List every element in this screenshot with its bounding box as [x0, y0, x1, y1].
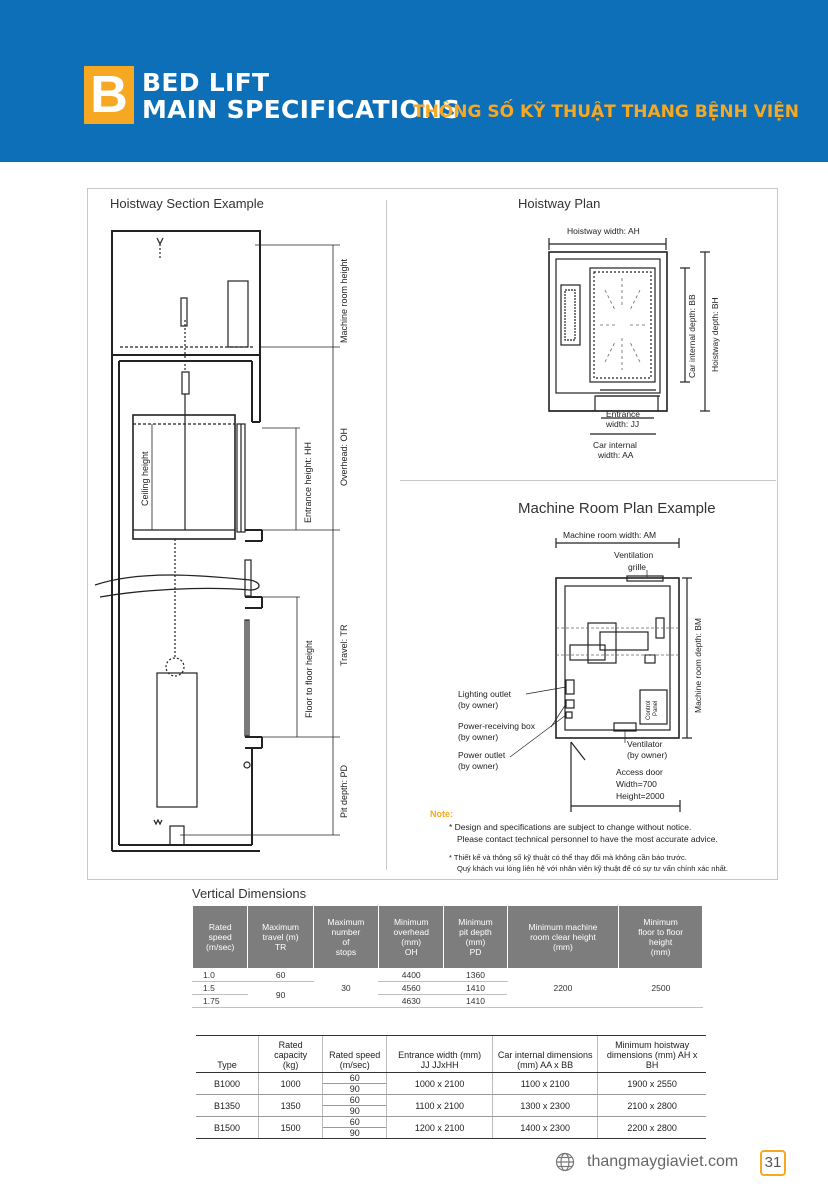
note-vn-line1: * Thiết kế và thông số kỹ thuật có thể thay đổi mà không cần báo trước.	[449, 853, 687, 862]
travel-label: Travel: TR	[339, 624, 349, 666]
table-row: 1.5 90 4560 1410	[193, 982, 703, 995]
table-row: B1350 1350 60 90 1100 x 2100 1300 x 2300 2100 x 2800	[196, 1095, 706, 1117]
title-line1: BED LIFT	[142, 68, 270, 97]
machine-room-height-label: Machine room height	[339, 258, 349, 343]
power-outlet-label-2: (by owner)	[458, 761, 499, 771]
machine-room-width-label: Machine room width: AM	[563, 530, 657, 540]
floor-to-floor-label: Floor to floor height	[304, 640, 314, 718]
table-row: B1500 1500 60 90 1200 x 2100 1400 x 2300 2200 x 2800	[196, 1117, 706, 1139]
pit-depth-label: Pit depth: PD	[339, 764, 349, 818]
header-max-travel: Maximum travel (m) TR	[248, 906, 313, 969]
header-entrance: Entrance width (mm) JJ JJxHH	[387, 1036, 493, 1073]
machine-room-title: Machine Room Plan Example	[518, 500, 716, 517]
access-door-label-3: Height=2000	[616, 791, 665, 801]
ceiling-height-label: Ceiling height	[140, 451, 150, 506]
power-box-label-1: Power-receiving box	[458, 721, 536, 731]
control-panel-label-2: Panel	[653, 700, 659, 716]
website-link[interactable]: thangmaygiaviet.com	[587, 1153, 739, 1170]
entrance-height-label: Entrance height: HH	[303, 441, 313, 523]
lighting-outlet-label-1: Lighting outlet	[458, 689, 511, 699]
hoistway-plan-title: Hoistway Plan	[518, 196, 601, 211]
table-row: B1000 1000 60 90 1000 x 2100 1100 x 2100 1900 x 2550	[196, 1073, 706, 1095]
note-heading: Note:	[430, 809, 453, 819]
title-vietnamese: THÔNG SỐ KỸ THUẬT THANG BỆNH VIỆN	[413, 102, 800, 122]
header-speed: Rated speed (m/sec)	[323, 1036, 387, 1073]
hoistway-width-label: Hoistway width: AH	[567, 226, 640, 236]
globe-icon	[555, 1152, 575, 1172]
entrance-width-label-2: width: JJ	[606, 419, 640, 429]
note-en-line1: * Design and specifications are subject to change without notice.	[449, 822, 692, 832]
header-min-pit: Minimum pit depth (mm) PD	[444, 906, 507, 969]
header-car-dimensions: Car internal dimensions (mm) AA x BB	[493, 1036, 598, 1073]
car-internal-width-label-2: width: AA	[598, 450, 634, 460]
power-box-label-2: (by owner)	[458, 732, 499, 742]
hoistway-section-title: Hoistway Section Example	[110, 196, 264, 211]
header-capacity: Rated capacity (kg)	[259, 1036, 323, 1073]
ventilator-label-1: Ventilator	[627, 739, 663, 749]
header-rated-speed: Rated speed (m/sec)	[193, 906, 248, 969]
header-max-stops: Maximum number of stops	[313, 906, 378, 969]
header-min-floor: Minimum floor to floor height (mm)	[619, 906, 703, 969]
vertical-dimensions-table	[192, 905, 703, 1008]
page-number: 31	[760, 1150, 786, 1176]
note-vn-line2: Quý khách vui lòng liên hệ với nhân viên kỹ thuật để có sự tư vấn chính xác nhất.	[457, 864, 728, 873]
machine-room-depth-label: Machine room depth: BM	[693, 618, 703, 713]
table-row: 1.0 60 30 4400 1360 2200 2500	[193, 969, 703, 982]
types-table	[196, 1035, 706, 1139]
access-door-label-1: Access door	[616, 767, 663, 777]
ventilator-label-2: (by owner)	[627, 750, 668, 760]
title-line2: MAIN SPECIFICATIONS	[142, 95, 461, 124]
hoistway-depth-label: Hoistway depth: BH	[710, 297, 720, 372]
car-internal-width-label-1: Car internal	[593, 440, 637, 450]
ventilation-label-1: Ventilation	[614, 550, 654, 560]
ventilation-label-2: grille	[628, 562, 646, 572]
control-panel-label-1: Control	[646, 700, 652, 720]
access-door-label-2: Width=700	[616, 779, 657, 789]
table-row: 1.75 4630 1410	[193, 995, 703, 1008]
overhead-label: Overhead: OH	[339, 427, 349, 486]
header-hoistway-dimensions: Minimum hoistway dimensions (mm) AH x BH	[598, 1036, 706, 1073]
vertical-dimensions-title: Vertical Dimensions	[192, 886, 307, 901]
header-type: Type	[196, 1036, 259, 1073]
note-en-line2: Please contact technical personnel to have the most accurate advice.	[457, 834, 718, 844]
car-internal-depth-label: Car internal depth: BB	[687, 294, 697, 378]
header-min-machine-room: Minimum machine room clear height (mm)	[507, 906, 619, 969]
lighting-outlet-label-2: (by owner)	[458, 700, 499, 710]
header-min-overhead: Minimum overhead (mm) OH	[379, 906, 444, 969]
section-letter-badge: B	[84, 66, 134, 124]
power-outlet-label-1: Power outlet	[458, 750, 506, 760]
entrance-width-label-1: Entrance	[606, 409, 641, 419]
